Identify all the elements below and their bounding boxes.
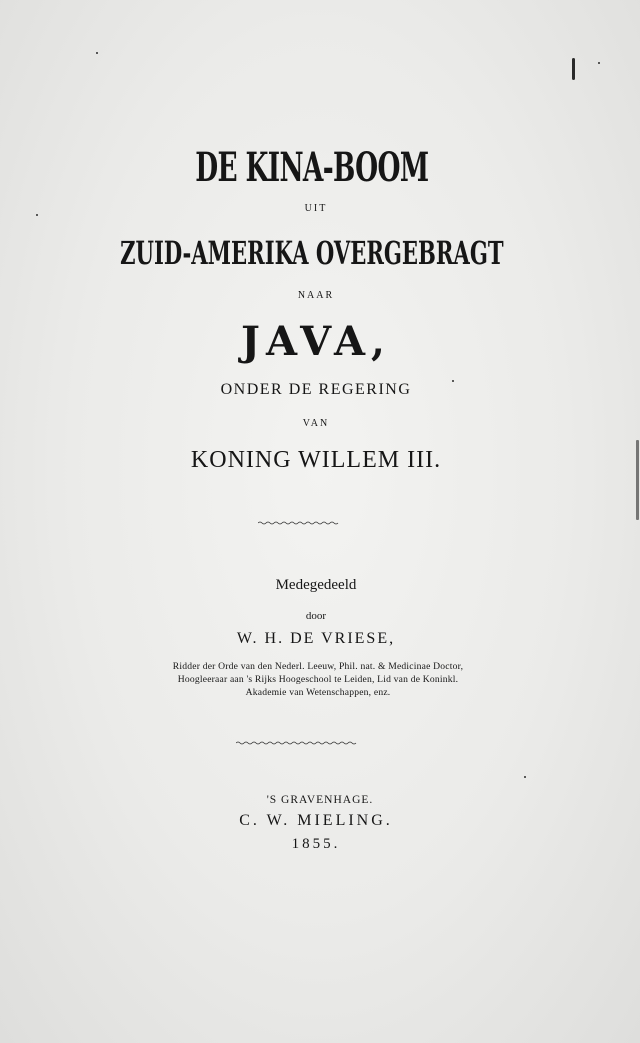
scan-speck <box>524 776 526 778</box>
destination-heading: JAVA, <box>241 318 391 365</box>
flourish-divider-bottom <box>236 740 358 746</box>
scan-speck <box>572 58 575 80</box>
scan-speck <box>598 62 600 64</box>
word-van: VAN <box>302 418 330 429</box>
book-subtitle: ZUID-AMERIKA OVERGEBRAGT <box>120 234 504 272</box>
author-credentials-line: Hoogleeraar aan 's Rijks Hoogeschool te Leiden, Lid van de Koninkl. <box>177 674 459 685</box>
scan-speck <box>96 52 98 54</box>
reign-line: ONDER DE REGERING <box>220 381 412 398</box>
word-naar: NAAR <box>297 290 335 301</box>
imprint-year: 1855. <box>291 836 341 852</box>
communicated-label: Medegedeeld <box>275 577 357 593</box>
imprint-place: 'S GRAVENHAGE. <box>266 794 374 806</box>
book-title: DE KINA-BOOM <box>195 144 429 191</box>
flourish-divider-top <box>258 520 340 526</box>
imprint-publisher: C. W. MIELING. <box>239 812 393 829</box>
word-door: door <box>305 610 327 622</box>
word-uit: UIT <box>304 203 328 214</box>
scan-speck <box>36 214 38 216</box>
author-credentials-line: Akademie van Wetenschappen, enz. <box>245 687 391 698</box>
monarch-line: KONING WILLEM III. <box>190 447 442 473</box>
author-credentials-line: Ridder der Orde van den Nederl. Leeuw, Phil. nat. & Medicinae Doctor, <box>172 661 464 672</box>
scan-speck <box>636 440 639 520</box>
author-name: W. H. DE VRIESE, <box>236 630 396 647</box>
